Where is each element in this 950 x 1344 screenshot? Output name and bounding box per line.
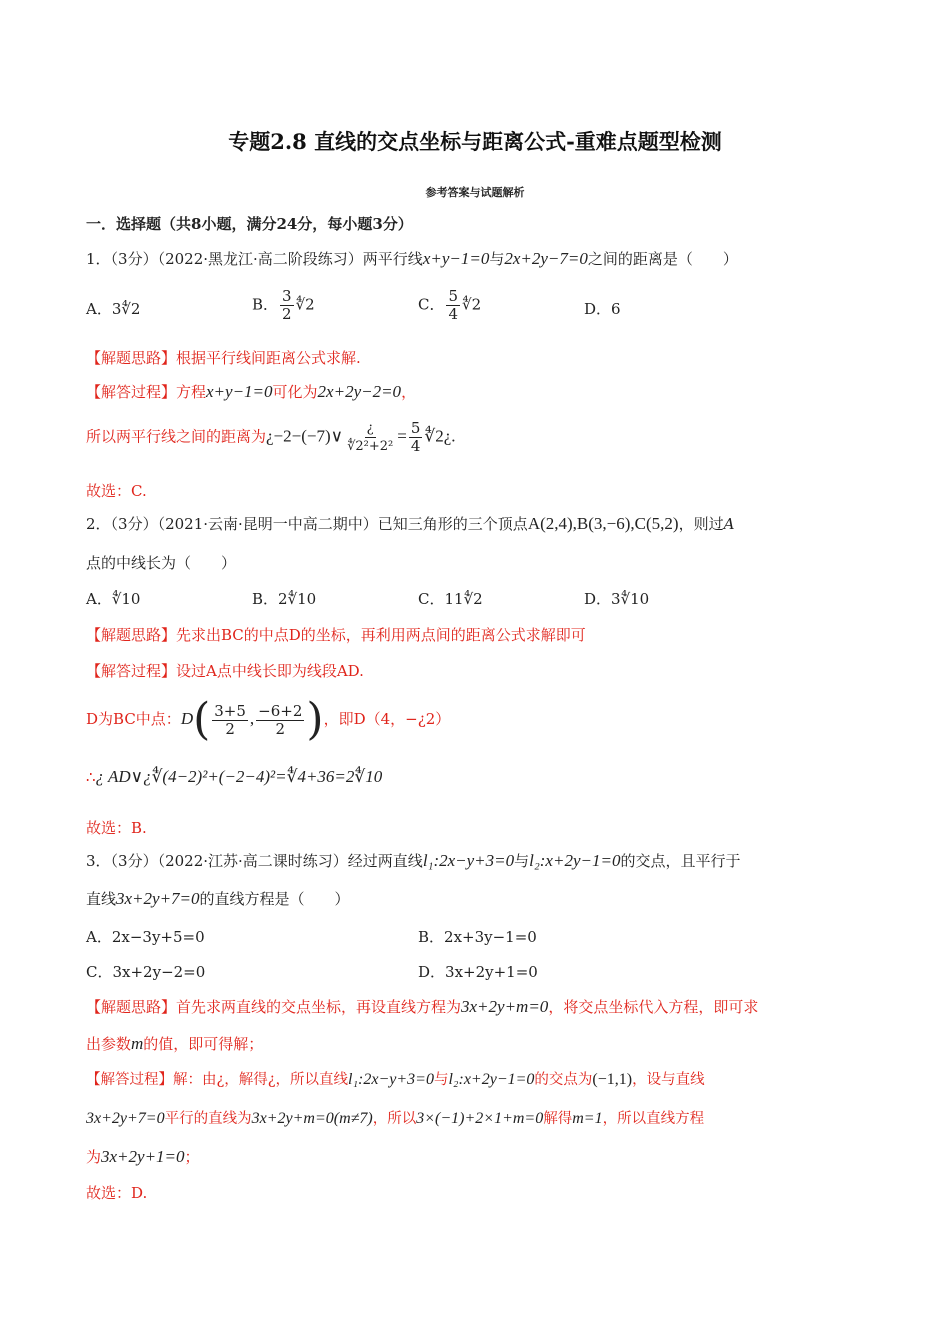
q2-mid-fraction-2: [256, 703, 304, 738]
q3-proc-b: 与: [433, 1072, 449, 1088]
q3-l1: l₁:2x−y+3=0: [422, 851, 515, 870]
q1-dist-res-num: 5: [410, 419, 421, 437]
q3-idea-d: 的值，即可得解；: [143, 1035, 264, 1053]
q1-option-d: D．6: [584, 300, 621, 318]
q1-option-b-label: B．: [252, 295, 279, 314]
q2-mid-a: D为BC中点：: [86, 710, 181, 728]
q1-mid: 与: [489, 250, 505, 268]
q1-proc-c: ，: [401, 383, 417, 401]
q3-proc3-b: ；: [184, 1148, 200, 1166]
q3-proc2-a: 平行的直线为: [164, 1111, 252, 1127]
q3-option-a: A．2x−3y+5=0: [86, 928, 205, 946]
q2-calculation: [86, 766, 382, 788]
q1-dist-c: =: [397, 426, 407, 446]
q3-l2: l₂:x+2y−1=0: [529, 851, 621, 870]
q3-option-b: B．2x+3y−1=0: [418, 928, 537, 946]
q3-proc-a: 【解答过程】解：由¿，解得¿，所以直线: [86, 1072, 349, 1088]
q1-proc-b: 可化为: [272, 383, 318, 401]
q2-calc-mark: ∴: [86, 768, 96, 786]
section-heading: 一．选择题（共8小题，满分24分，每小题3分）: [86, 215, 413, 233]
q1-proc-eq2: 2x+2y−2=0: [317, 382, 402, 401]
q1-stem-b: 之间的距离是（ ）: [587, 250, 738, 268]
q1-dist-a: 所以两平行线之间的距离为: [86, 427, 267, 446]
q3-idea-2: [86, 1033, 263, 1055]
q2-calc: ¿ AD∨¿∜(4−2)²+(−2−4)²=∜4+36=2∜10: [95, 767, 383, 786]
q2-mid-f2-num: −6+2: [258, 701, 303, 720]
q3-proc-d: ，设与直线: [632, 1072, 705, 1088]
q2-right-paren: ): [306, 694, 324, 745]
q3-proc2-d: ，所以直线方程: [602, 1111, 705, 1127]
q2-mid-d: D: [180, 709, 194, 728]
q1-option-b-num: 3: [282, 287, 292, 305]
q2-option-d: D．3∜10: [584, 590, 650, 608]
q3-stem-c: 直线: [86, 890, 117, 908]
q1-option-b-den: 2: [282, 305, 292, 323]
q3-proc2-eq3: 3×(−1)+2×1+m=0: [416, 1110, 544, 1127]
q2-option-c: C．11∜2: [418, 590, 483, 608]
q2-option-b: B．2∜10: [252, 590, 317, 608]
q1-option-c-num: 5: [448, 287, 459, 305]
page-subtitle: 参考答案与试题解析: [425, 186, 525, 199]
q2-stem-c: A: [723, 515, 735, 533]
q3-idea: [86, 996, 758, 1018]
q1-eq2: 2x+2y−7=0: [504, 249, 588, 268]
q3-proc3-eq: 3x+2y+1=0: [101, 1147, 185, 1166]
q2-mid-f2-den: 2: [275, 719, 286, 738]
q3-mid: 与: [514, 852, 530, 870]
q3-idea-m: m: [131, 1034, 144, 1053]
q3-process-3: [86, 1146, 200, 1168]
q2-points: A(2,4),B(3,−6),C(5,2): [527, 514, 679, 533]
q3-stem-a: 3．（3分）（2022·江苏·高二课时练习）经过两直线: [86, 852, 423, 870]
q3-proc2-eq4: m=1: [572, 1110, 603, 1127]
q1-stem-a: 1．（3分）（2022·黑龙江·高二阶段练习）两平行线: [86, 250, 423, 268]
q3-option-d: D．3x+2y+1=0: [418, 963, 538, 981]
q3-process: [86, 1069, 705, 1091]
q3-idea-eq: 3x+2y+m=0: [461, 997, 549, 1016]
q2-stem-a: 2．（3分）（2021·云南·昆明一中高二期中）已知三角形的三个顶点: [86, 515, 528, 533]
q3-idea-c: 出参数: [86, 1035, 132, 1053]
q3-proc3-a: 为: [86, 1148, 102, 1166]
q3-idea-b: ，将交点坐标代入方程，即可求: [548, 998, 759, 1016]
q1-stem: [86, 248, 738, 270]
q1-dist-num: ¿: [366, 421, 374, 436]
q3-answer: 故选：D.: [86, 1184, 148, 1202]
q1-proc-a: 【解答过程】方程: [86, 383, 207, 401]
q3-option-c: C．3x+2y−2=0: [86, 963, 206, 981]
q3-stem-d: 的直线方程是（ ）: [199, 890, 350, 908]
q1-process: [86, 381, 416, 403]
q3-eq: 3x+2y+7=0: [116, 889, 200, 908]
q1-option-b: [252, 288, 315, 323]
page-title: 专题2.8 直线的交点坐标与距离公式-重难点题型检测: [228, 129, 722, 154]
q1-distance: [86, 420, 456, 455]
q3-proc2-c: 解得: [543, 1111, 573, 1127]
q1-dist-b: ¿−2−(−7)∨: [266, 426, 344, 446]
q2-mid-comma: ,: [249, 709, 255, 728]
q1-dist-fraction: [345, 420, 395, 455]
q1-eq1: x+y−1=0: [422, 249, 490, 268]
q1-option-b-root: ∜2: [295, 295, 315, 314]
q1-dist-d: ∜2¿.: [424, 426, 456, 446]
q2-option-a: A．∜10: [86, 590, 141, 608]
q3-proc-pt: (−1,1): [592, 1071, 633, 1088]
q2-midpoint: [86, 694, 451, 745]
q3-stem: [86, 850, 740, 872]
q1-dist-res-fraction: [409, 420, 423, 455]
q2-stem: [86, 513, 734, 535]
q1-option-c-den: 4: [448, 305, 459, 323]
q3-proc2-eq2: 3x+2y+m=0(m≠7): [251, 1110, 373, 1127]
q1-option-b-fraction: [280, 288, 294, 323]
q3-proc-c: 的交点为: [534, 1072, 593, 1088]
q2-mid-fraction-1: [212, 703, 248, 738]
q3-proc-l1: l₁:2x−y+3=0: [348, 1071, 434, 1088]
q2-left-paren: (: [193, 694, 211, 745]
q1-option-c-fraction: [446, 288, 460, 323]
q2-mid-f1-num: 3+5: [214, 701, 246, 720]
q1-proc-eq1: x+y−1=0: [206, 382, 273, 401]
q3-proc-l2: l₂:x+2y−1=0: [448, 1071, 535, 1088]
q2-process: 【解答过程】设过A点中线长即为线段AD.: [86, 662, 364, 680]
q3-proc2-eq: 3x+2y+7=0: [86, 1110, 165, 1127]
q1-dist-res-den: 4: [410, 437, 421, 455]
q3-stem-2: [86, 888, 350, 910]
q3-process-2: [86, 1108, 704, 1130]
q2-mid-b: ，即D（4，−¿2）: [323, 710, 451, 728]
q3-idea-a: 【解题思路】首先求两直线的交点坐标，再设直线方程为: [86, 998, 462, 1016]
q2-mid-f1-den: 2: [225, 719, 235, 738]
q1-idea: 【解题思路】根据平行线间距离公式求解.: [86, 349, 361, 367]
q3-proc2-b: ，所以: [372, 1111, 417, 1127]
q1-option-a: A．3∜2: [86, 300, 141, 318]
q1-dist-den: ∜2²+2²: [347, 439, 394, 454]
q2-answer: 故选：B.: [86, 819, 147, 837]
q1-option-c-label: C．: [418, 295, 445, 314]
q1-option-c: [418, 288, 481, 323]
q1-answer: 故选：C.: [86, 482, 147, 500]
q1-option-c-root: ∜2: [462, 295, 482, 314]
q2-stem-d: 点的中线长为（ ）: [86, 554, 237, 572]
q2-idea: 【解题思路】先求出BC的中点D的坐标，再利用两点间的距离公式求解即可: [86, 626, 586, 644]
q2-stem-b: ，则过: [678, 515, 724, 533]
q3-stem-b: 的交点，且平行于: [620, 852, 741, 870]
